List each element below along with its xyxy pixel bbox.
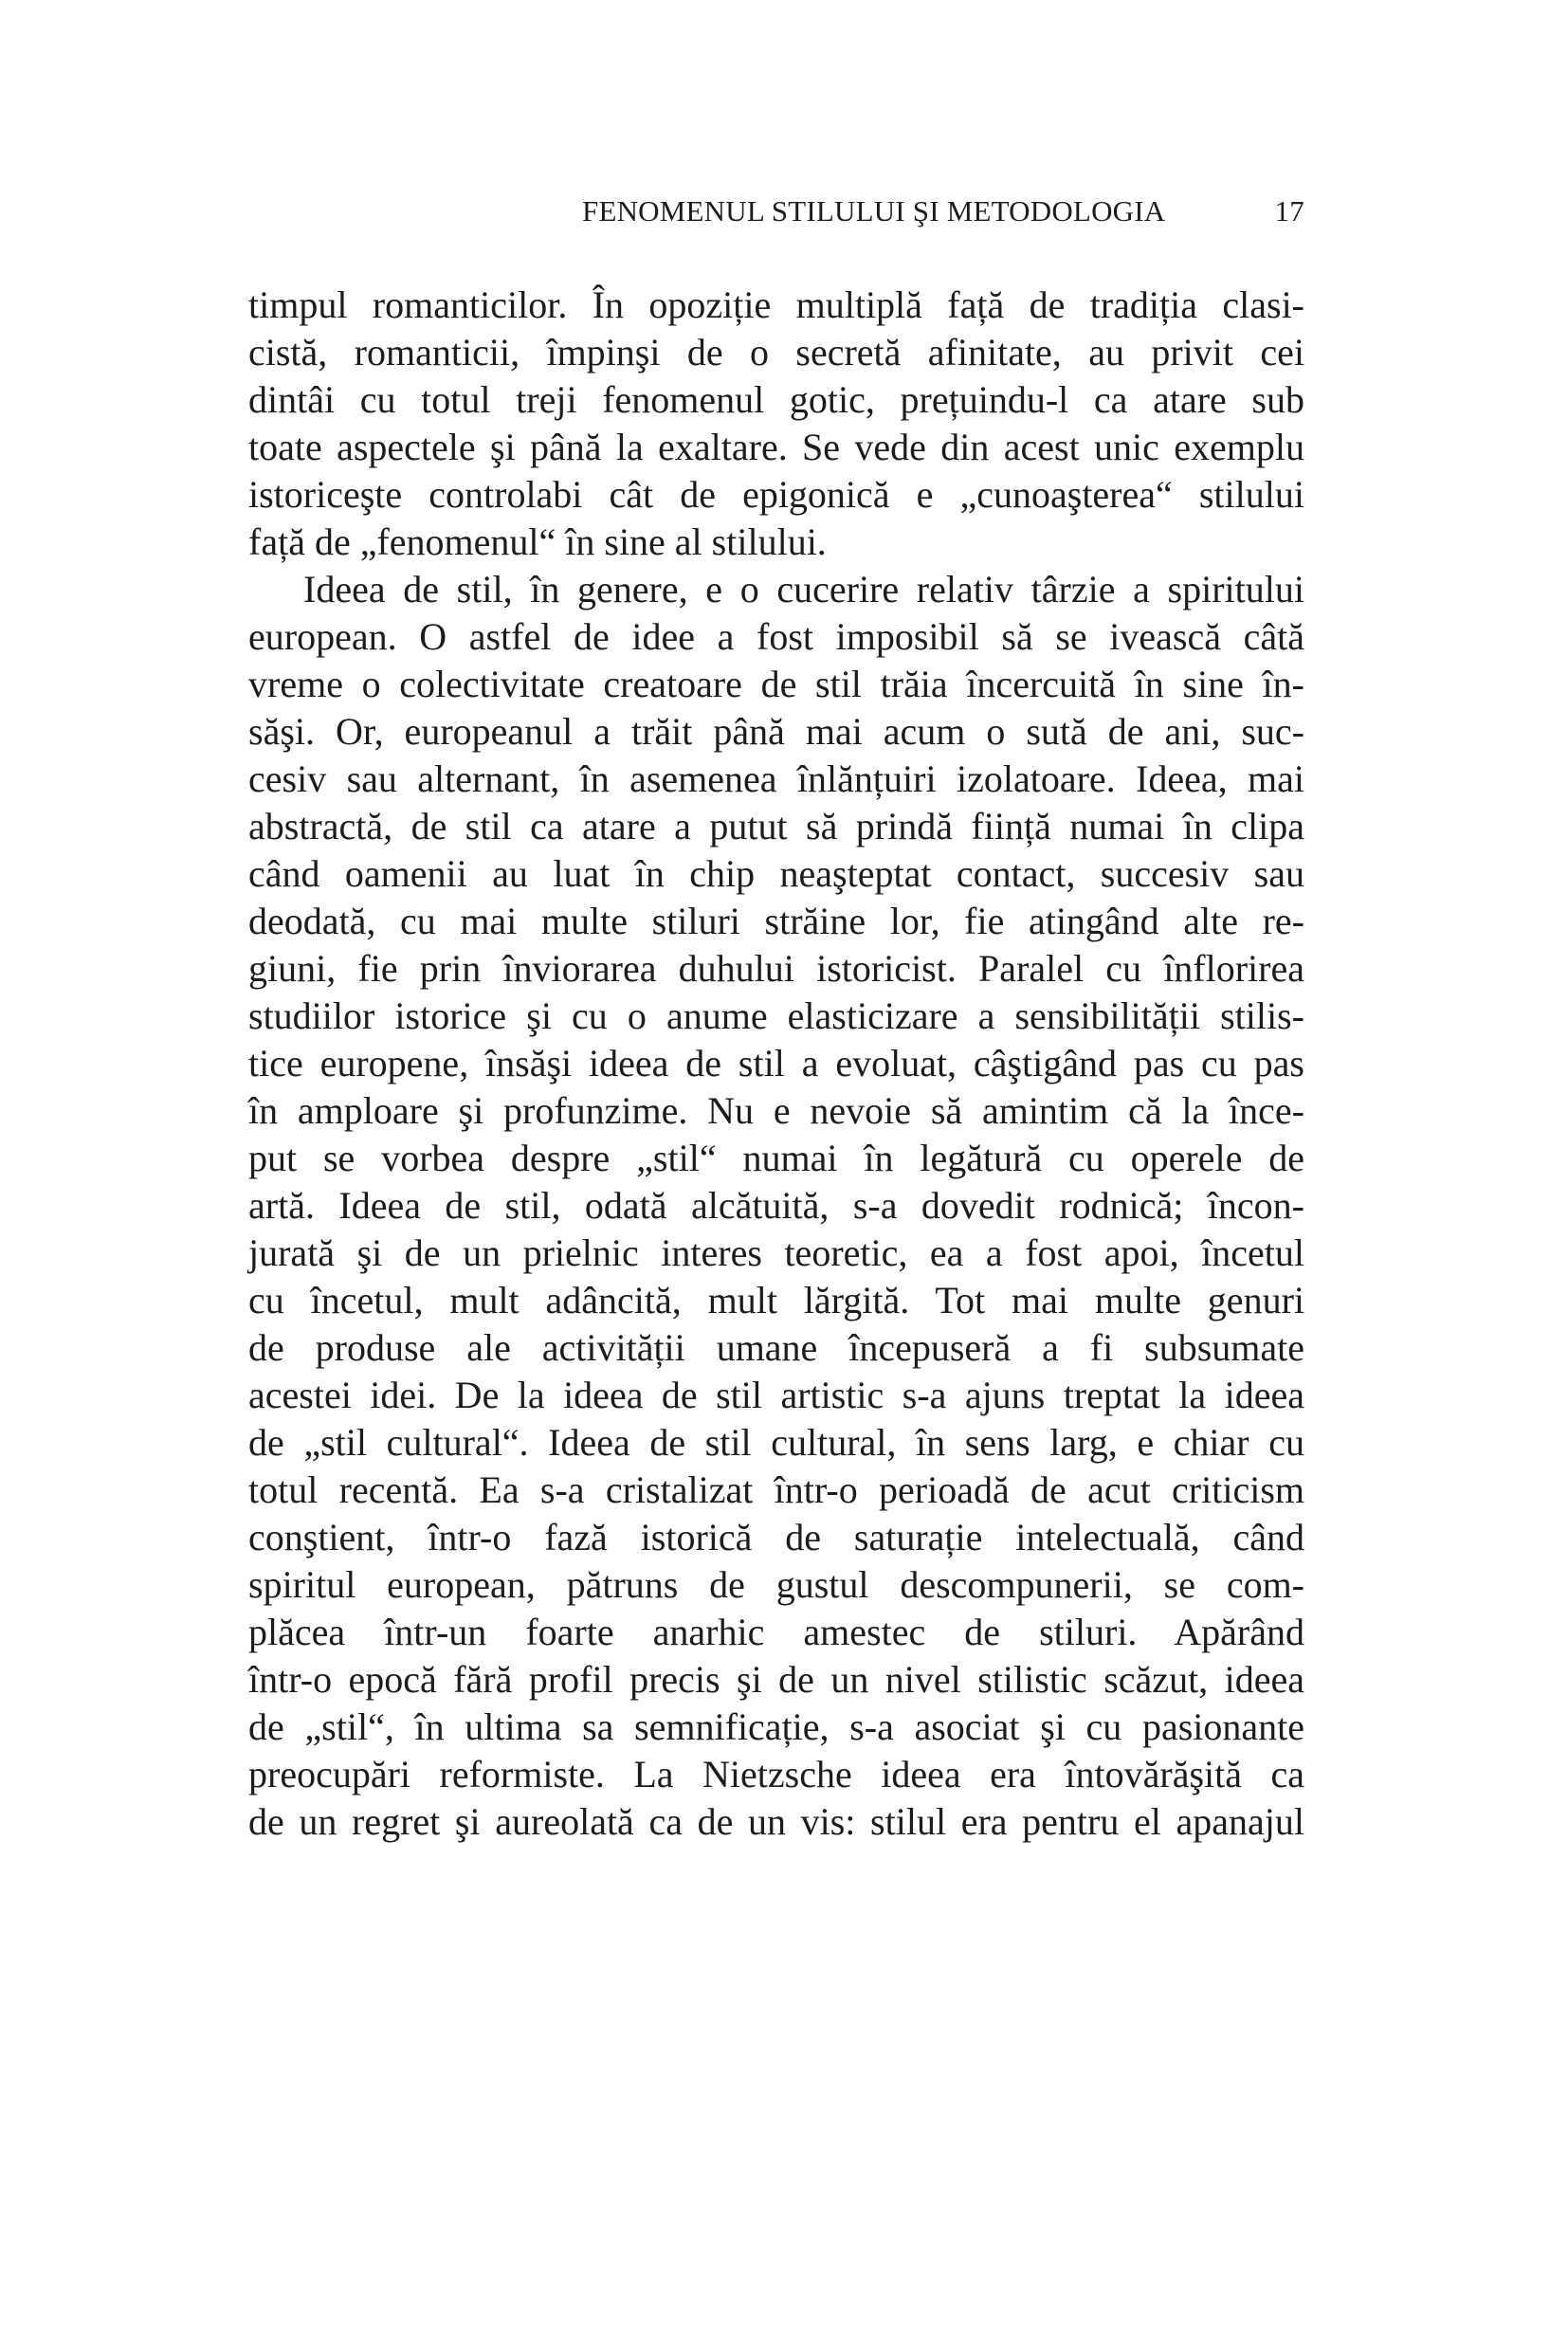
text-line: toate aspectele şi până la exaltare. Se vede din acest unic exemplu [248, 426, 1304, 468]
text-line: într-o epocă fără profil precis şi de un nivel stilistic scăzut, ideea [248, 1658, 1304, 1701]
text-line: jurată şi de un prielnic interes teoretic, ea a fost apoi, încetul [248, 1231, 1304, 1274]
running-head [582, 192, 1304, 230]
text-line: când oamenii au luat în chip neaşteptat contact, succesiv sau [248, 852, 1304, 895]
text-line: abstractă, de stil ca atare a putut să prindă ființă numai în clipa [248, 805, 1304, 847]
text-line: conştient, într-o fază istorică de saturație intelectuală, când [248, 1516, 1304, 1558]
text-line: cu încetul, mult adâncită, mult lărgită. Tot mai multe genuri [248, 1279, 1304, 1321]
text-line: de produse ale activității umane începuseră a fi subsumate [248, 1326, 1304, 1369]
text-line: în amploare şi profunzime. Nu e nevoie să amintim că la înce- [248, 1089, 1304, 1132]
text-line: Ideea de stil, în genere, e o cucerire relativ târzie a spiritului [303, 568, 1304, 611]
text-line: istoriceşte controlabi cât de epigonică e „cunoaşterea“ stilului [248, 473, 1304, 516]
text-line: acestei idei. De la ideea de stil artistic s-a ajuns treptat la ideea [248, 1374, 1304, 1416]
paragraph-1 [248, 282, 1304, 566]
text-line: artă. Ideea de stil, odată alcătuită, s-a dovedit rodnică; încon- [248, 1184, 1304, 1227]
text-line: vreme o colectivitate creatoare de stil trăia încercuită în sine în- [248, 663, 1304, 705]
text-line: cesiv sau alternant, în asemenea înlănțuiri izolatoare. Ideea, mai [248, 757, 1304, 800]
text-line: față de „fenomenul“ în sine al stilului. [248, 520, 827, 563]
text-line: de „stil“, în ultima sa semnificație, s-a asociat şi cu pasionante [248, 1705, 1304, 1748]
text-line: deodată, cu mai multe stiluri străine lor, fie atingând alte re- [248, 900, 1304, 942]
text-line: studiilor istorice şi cu o anume elasticizare a sensibilității stilis- [248, 994, 1304, 1037]
text-line: spiritul european, pătruns de gustul descompunerii, se com- [248, 1563, 1304, 1606]
text-line: preocupări reformiste. La Nietzsche ideea era întovărăşită ca [248, 1753, 1304, 1795]
paragraph-2 [248, 566, 1304, 1846]
running-head-title: FENOMENUL STILULUI ŞI METODOLOGIA [582, 194, 1166, 228]
text-line: giuni, fie prin înviorarea duhului istoricist. Paralel cu înflorirea [248, 947, 1304, 990]
text-line: european. O astfel de idee a fost imposibil să se ivească câtă [248, 615, 1304, 658]
text-line: plăcea într-un foarte anarhic amestec de stiluri. Apărând [248, 1611, 1304, 1653]
text-line: săşi. Or, europeanul a trăit până mai acum o sută de ani, suc- [248, 710, 1304, 753]
text-line: de „stil cultural“. Ideea de stil cultural, în sens larg, e chiar cu [248, 1421, 1304, 1464]
text-line: put se vorbea despre „stil“ numai în legătură cu operele de [248, 1137, 1304, 1179]
text-line: tice europene, însăşi ideea de stil a evoluat, câştigând pas cu pas [248, 1042, 1304, 1084]
text-line: totul recentă. Ea s-a cristalizat într-o perioadă de acut criticism [248, 1468, 1304, 1511]
text-line: de un regret şi aureolată ca de un vis: stilul era pentru el apanajul [248, 1800, 1304, 1843]
text-line: cistă, romanticii, împinşi de o secretă afinitate, au privit cei [248, 331, 1304, 374]
page-number: 17 [1274, 194, 1304, 228]
body-text [248, 282, 1304, 1846]
text-line: dintâi cu totul treji fenomenul gotic, prețuindu-l ca atare sub [248, 378, 1304, 421]
text-line: timpul romanticilor. În opoziție multiplă față de tradiția clasi- [248, 283, 1304, 326]
